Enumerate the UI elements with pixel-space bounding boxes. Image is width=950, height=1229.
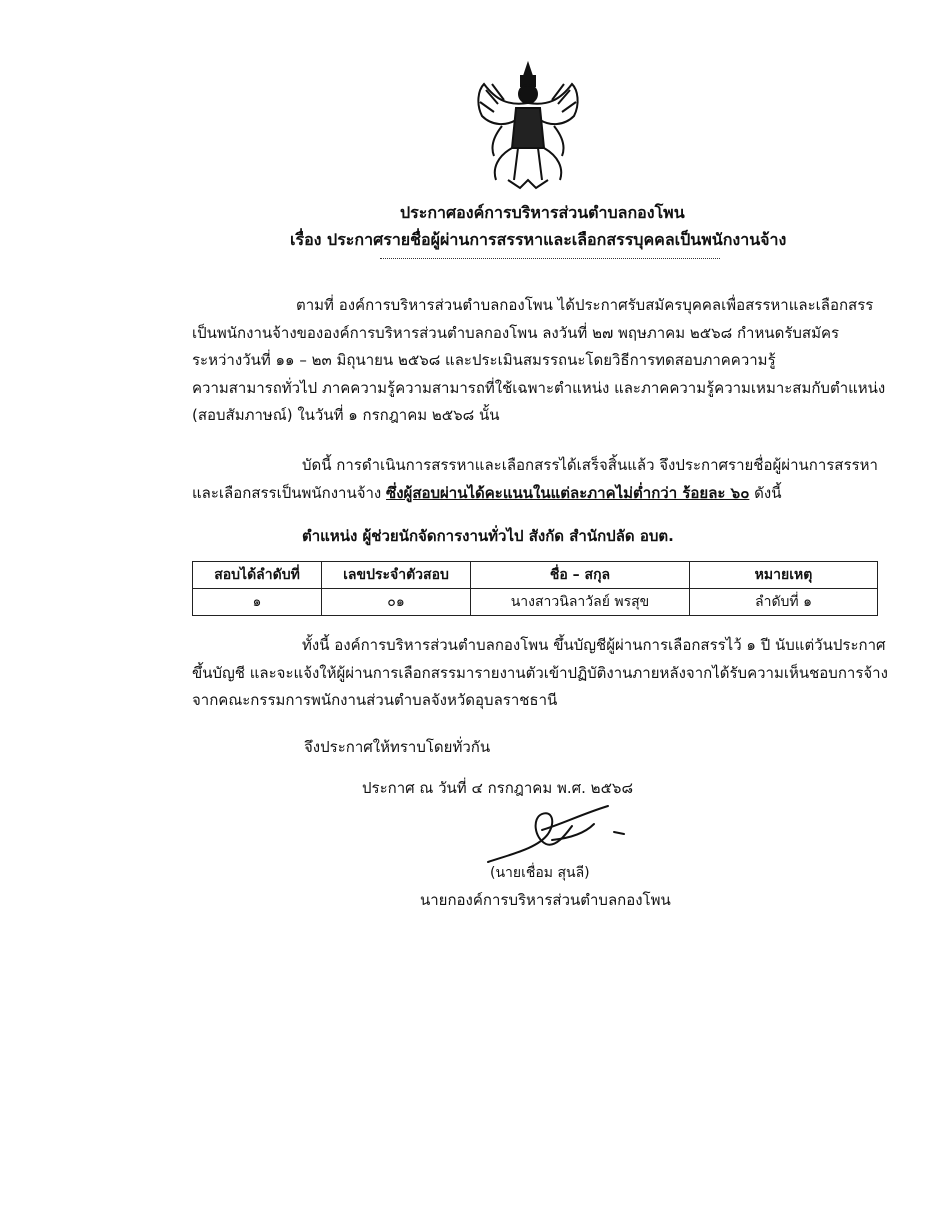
- table-header-row: [193, 562, 878, 589]
- table-header-rank: สอบได้ลำดับที่: [193, 562, 322, 589]
- table-cell-exam-id: ๐๑: [322, 589, 471, 616]
- paragraph-line: (สอบสัมภาษณ์) ในวันที่ ๑ กรกฎาคม ๒๕๖๘ นั้น: [192, 406, 500, 424]
- paragraph-line: ขึ้นบัญชี และจะแจ้งให้ผู้ผ่านการเลือกสรรมารายงานตัวเข้าปฏิบัติงานภายหลังจากได้รับความเห็นชอบการจ้าง: [192, 663, 888, 682]
- signer-name: (นายเชื่อม สุนลี): [490, 865, 590, 881]
- table-cell-note: ลำดับที่ ๑: [690, 589, 878, 616]
- paragraph-background: [192, 292, 895, 430]
- table-cell-rank: ๑: [193, 589, 322, 616]
- table-header-name: ชื่อ – สกุล: [471, 562, 690, 589]
- pass-criteria-underlined: ซึ่งผู้สอบผ่านได้คะแนนในแต่ละภาคไม่ต่ำกว่า ร้อยละ ๖๐: [386, 483, 750, 502]
- dotted-divider: [380, 258, 720, 259]
- paragraph-line: ระหว่างวันที่ ๑๑ – ๒๓ มิถุนายน ๒๕๖๘ และประเมินสมรรถนะโดยวิธีการทดสอบภาคความรู้: [192, 351, 776, 369]
- announcement-title: ประกาศองค์การบริหารส่วนตำบลกองโพน: [400, 203, 685, 222]
- handwritten-signature: [482, 804, 632, 868]
- table-row: [193, 589, 878, 616]
- closing-statement: จึงประกาศให้ทราบโดยทั่วกัน: [304, 738, 491, 756]
- paragraph-list-validity: [192, 632, 895, 715]
- paragraph-result: [192, 452, 895, 507]
- paragraph-line: ความสามารถทั่วไป ภาคความรู้ความสามารถที่ใช้เฉพาะตำแหน่ง และภาคความรู้ความเหมาะสมกับตำแหน่ง: [192, 378, 886, 397]
- table-cell-name: นางสาวนิลาวัลย์ พรสุข: [471, 589, 690, 616]
- table-header-note: หมายเหตุ: [690, 562, 878, 589]
- table-header-exam-id: เลขประจำตัวสอบ: [322, 562, 471, 589]
- announcement-date: ประกาศ ณ วันที่ ๔ กรกฎาคม พ.ศ. ๒๕๖๘: [362, 779, 634, 797]
- paragraph-line: และเลือกสรรเป็นพนักงานจ้าง ซึ่งผู้สอบผ่านได้คะแนนในแต่ละภาคไม่ต่ำกว่า ร้อยละ ๖๐ ดังนี้: [192, 483, 782, 502]
- paragraph-line: เป็นพนักงานจ้างขององค์การบริหารส่วนตำบลกองโพน ลงวันที่ ๒๗ พฤษภาคม ๒๕๖๘ กำหนดรับสมัคร: [192, 323, 840, 342]
- garuda-emblem-icon: [468, 60, 588, 192]
- announcement-subject: เรื่อง ประกาศรายชื่อผู้ผ่านการสรรหาและเลือกสรรบุคคลเป็นพนักงานจ้าง: [290, 230, 787, 249]
- signer-title: นายกองค์การบริหารส่วนตำบลกองโพน: [420, 891, 671, 909]
- results-table: [192, 561, 878, 616]
- paragraph-line: จากคณะกรรมการพนักงานส่วนตำบลจังหวัดอุบลราชธานี: [192, 691, 558, 709]
- paragraph-line: ทั้งนี้ องค์การบริหารส่วนตำบลกองโพน ขึ้นบัญชีผู้ผ่านการเลือกสรรไว้ ๑ ปี นับแต่วันประกาศ: [302, 636, 886, 654]
- position-heading: ตำแหน่ง ผู้ช่วยนักจัดการงานทั่วไป สังกัด สำนักปลัด อบต.: [302, 527, 674, 545]
- paragraph-line: ตามที่ องค์การบริหารส่วนตำบลกองโพน ได้ประกาศรับสมัครบุคคลเพื่อสรรหาและเลือกสรร: [296, 296, 874, 314]
- paragraph-line: บัดนี้ การดำเนินการสรรหาและเลือกสรรได้เสร็จสิ้นแล้ว จึงประกาศรายชื่อผู้ผ่านการสรรหา: [302, 456, 878, 474]
